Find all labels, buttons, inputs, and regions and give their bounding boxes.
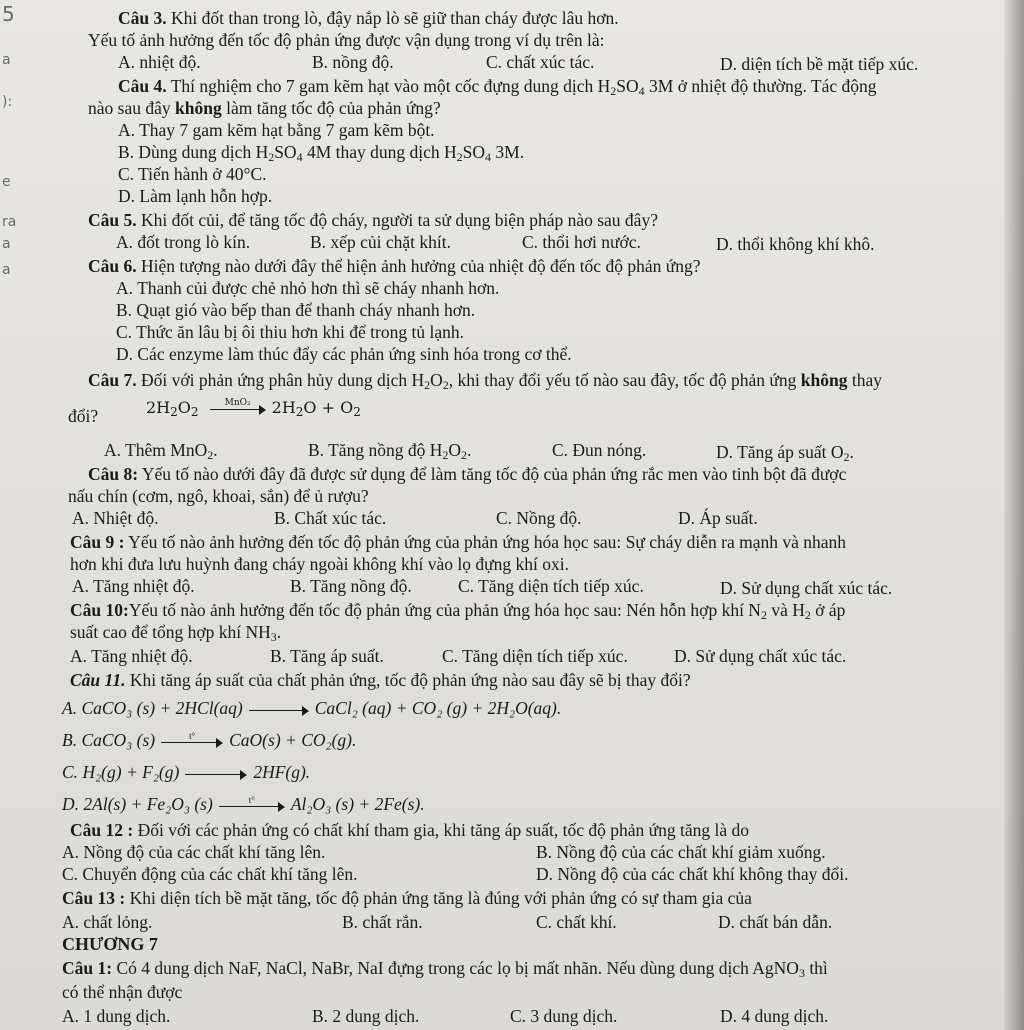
q7-option-c[interactable]: C. Đun nóng. — [552, 440, 647, 460]
q8-option-b[interactable]: B. Chất xúc tác. — [274, 508, 387, 528]
margin-mark: 5 — [2, 2, 15, 26]
q7-equation: $2H_2O_2$ MnO₂ $2H_2O + O_2$ — [146, 398, 361, 418]
q7-label: Câu 7. — [88, 370, 137, 390]
q12-option-b[interactable]: B. Nồng độ của các chất khí giảm xuống. — [536, 842, 826, 862]
c1-text: Có 4 dung dịch NaF, NaCl, NaBr, NaI đựng trong các lọ bị mất nhãn. Nếu dùng dung dịch AgNO — [116, 958, 799, 978]
q12-label: Câu 12 : — [70, 820, 134, 840]
q5-text: Khi đốt củi, để tăng tốc độ cháy, người ta sử dụng biện pháp nào sau đây? — [141, 210, 658, 230]
sub: 2 — [442, 448, 449, 462]
margin-handwriting — [0, 0, 40, 1030]
sub: 2 — [610, 84, 617, 98]
q10-text-end: ở áp — [810, 600, 846, 620]
eq-product: 2H — [271, 398, 296, 417]
q9-option-c[interactable]: C. Tăng diện tích tiếp xúc. — [458, 576, 644, 596]
q10-option-d[interactable]: D. Sử dụng chất xúc tác. — [674, 646, 847, 666]
q6-stem — [88, 256, 700, 276]
sub: 2 — [424, 378, 431, 392]
q7-option-a[interactable] — [104, 440, 218, 460]
c1-option-d[interactable]: D. 4 dung dịch. — [720, 1006, 829, 1026]
sub: 2 — [804, 608, 811, 622]
q7-text-end: thay — [851, 370, 882, 390]
q4-option-a[interactable]: A. Thay 7 gam kẽm hạt bằng 7 gam kẽm bột. — [118, 120, 435, 140]
q10-option-b[interactable]: B. Tăng áp suất. — [270, 646, 384, 666]
margin-mark: ): — [2, 94, 13, 110]
q4-b-text-mid: 4M thay dung dịch H — [302, 142, 457, 162]
q4-b-formula: SO — [274, 142, 297, 162]
q9-label: Câu 9 : — [70, 532, 125, 552]
q3-text: Khi đốt than trong lò, đậy nắp lò sẽ giữ than cháy được lâu hơn. — [171, 8, 619, 28]
q10-option-a[interactable]: A. Tăng nhiệt độ. — [70, 646, 193, 666]
q12-option-d[interactable]: D. Nồng độ của các chất khí không thay đổi. — [536, 864, 849, 884]
q13-option-a[interactable]: A. chất lỏng. — [62, 912, 153, 932]
option-letter: D. — [62, 794, 80, 814]
sub: 4 — [638, 84, 645, 98]
q12-stem — [70, 820, 749, 840]
q6-option-d[interactable]: D. Các enzyme làm thúc đẩy các phản ứng sinh hóa trong cơ thể. — [116, 344, 572, 364]
q8-option-c[interactable]: C. Nồng độ. — [496, 508, 582, 528]
margin-mark: a — [2, 262, 11, 278]
q8-option-a[interactable]: A. Nhiệt độ. — [72, 508, 159, 528]
q7-option-b[interactable] — [308, 440, 471, 460]
q4-text-2: nào sau đây — [88, 98, 175, 118]
q13-text: Khi diện tích bề mặt tăng, tốc độ phản ứng tăng là đúng với phản ứng có sự tham gia của — [129, 888, 752, 908]
q9-stem-2: hơn khi đưa lưu huỳnh đang cháy ngoài không khí vào lọ đựng khí oxi. — [70, 554, 569, 574]
q7-b-end: . — [466, 440, 472, 460]
q8-text: Yếu tố nào dưới đây đã được sử dụng để làm tăng tốc độ của phản ứng rắc men vào tinh bột đã được — [141, 464, 847, 484]
q4-b-text-end: 3M. — [491, 142, 525, 162]
q3-option-b[interactable]: B. nồng độ. — [312, 52, 394, 72]
eq-reactant: 2H — [146, 398, 171, 417]
c1-option-c[interactable]: C. 3 dung dịch. — [510, 1006, 618, 1026]
q3-option-c[interactable]: C. chất xúc tác. — [486, 52, 595, 72]
q12-option-c[interactable]: C. Chuyển động của các chất khí tăng lên. — [62, 864, 358, 884]
chapter-heading: CHƯƠNG 7 — [62, 934, 158, 954]
q8-stem — [88, 464, 846, 484]
sub: 2 — [353, 405, 361, 419]
margin-mark: e — [2, 174, 11, 190]
q4-option-d[interactable]: D. Làm lạnh hỗn hợp. — [118, 186, 273, 206]
c1-option-a[interactable]: A. 1 dung dịch. — [62, 1006, 171, 1026]
q7-formula: O — [430, 370, 443, 390]
sub: 2 — [460, 448, 467, 462]
q9-option-b[interactable]: B. Tăng nồng độ. — [290, 576, 412, 596]
q4-text-2-end: làm tăng tốc độ của phản ứng? — [221, 98, 441, 118]
sub: 4 — [296, 150, 303, 164]
q10-text-mid: và H — [766, 600, 805, 620]
reaction-arrow-icon — [210, 397, 266, 415]
q6-label: Câu 6. — [88, 256, 137, 276]
sub: 2 — [456, 150, 463, 164]
sub: 2 — [295, 405, 304, 419]
catalyst-label: MnO₂ — [224, 397, 251, 408]
q7-a-text: A. Thêm MnO — [104, 440, 208, 460]
sub: 2 — [170, 405, 178, 419]
eq-left: H₂(g) + F₂(g) — [82, 762, 180, 782]
q7-b-text: B. Tăng nồng độ H — [308, 440, 443, 460]
q7-text: Đối với phản ứng phân hủy dung dịch H — [141, 370, 425, 390]
q4-text: Thí nghiệm cho 7 gam kẽm hạt vào một cốc đựng dung dịch H — [170, 76, 611, 96]
q11-option-d[interactable] — [62, 794, 425, 814]
sub: 2 — [442, 378, 449, 392]
q7-option-d[interactable] — [716, 442, 854, 462]
q7-stem — [88, 370, 882, 390]
margin-mark: a — [2, 52, 11, 68]
q9-text: Yếu tố nào ảnh hưởng đến tốc độ phản ứng của phản ứng hóa học sau: Sự cháy diễn ra mạnh và nhanh — [128, 532, 847, 552]
q8-stem-2: nấu chín (cơm, ngô, khoai, sắn) để ủ rượu? — [68, 486, 369, 506]
q4-negation: không — [175, 98, 222, 118]
sub: 2 — [268, 150, 275, 164]
eq-right: CaCl₂ (aq) + CO₂ (g) + 2H₂O(aq). — [314, 698, 562, 718]
sub: 2 — [190, 405, 199, 419]
q5-option-b[interactable]: B. xếp củi chặt khít. — [310, 232, 451, 252]
c1-option-b[interactable]: B. 2 dung dịch. — [312, 1006, 420, 1026]
q7-negation: không — [800, 370, 848, 390]
reaction-arrow-icon — [249, 704, 309, 716]
q4-label: Câu 4. — [118, 76, 167, 96]
q6-option-c[interactable]: C. Thức ăn lâu bị ôi thiu hơn khi để trong tủ lạnh. — [116, 322, 464, 342]
q9-stem — [70, 532, 846, 552]
q5-label: Câu 5. — [88, 210, 137, 230]
q7-text-mid: , khi thay đổi yếu tố nào sau đây, tốc độ phản ứng — [448, 370, 801, 390]
q4-stem — [118, 76, 877, 96]
q4-formula: SO — [616, 76, 639, 96]
q11-option-b[interactable] — [62, 730, 356, 750]
q5-option-d[interactable]: D. thổi không khí khô. — [716, 234, 875, 254]
option-letter: B. — [62, 730, 78, 750]
q13-option-d[interactable]: D. chất bán dẫn. — [718, 912, 833, 932]
q13-option-b[interactable]: B. chất rắn. — [342, 912, 423, 932]
q11-option-c[interactable] — [62, 762, 310, 782]
q13-label: Câu 13 : — [62, 888, 126, 908]
eq-right: Al₂O₃ (s) + 2Fe(s). — [290, 794, 425, 814]
q11-stem — [70, 670, 691, 690]
q8-label: Câu 8: — [88, 464, 139, 484]
c1-text-end: thì — [804, 958, 828, 978]
option-letter: A. — [62, 698, 78, 718]
sub: 4 — [485, 150, 492, 164]
eq-left: CaCO₃ (s) — [81, 730, 156, 750]
q10-label: Câu 10: — [70, 600, 129, 620]
q4-b-formula-2: SO — [462, 142, 486, 162]
q10-text-2-end: . — [276, 622, 282, 642]
margin-mark: a — [2, 236, 11, 252]
q5-option-a[interactable]: A. đốt trong lò kín. — [116, 232, 251, 252]
condition-label: t° — [248, 794, 255, 805]
q10-text-2: suất cao để tổng hợp khí NH — [70, 622, 271, 642]
eq-left: 2Al(s) + Fe₂O₃ (s) — [83, 794, 213, 814]
q4-option-b[interactable] — [118, 142, 524, 162]
c1-stem-2: có thể nhận được — [62, 982, 183, 1002]
sub: 3 — [270, 630, 277, 644]
q6-option-a[interactable]: A. Thanh củi được chẻ nhỏ hơn thì sẽ cháy nhanh hơn. — [116, 278, 500, 298]
sub: 2 — [760, 608, 767, 622]
c1-stem — [62, 958, 828, 978]
sub: 2 — [843, 450, 850, 464]
q11-option-a[interactable] — [62, 698, 561, 718]
q4-stem-2 — [88, 98, 441, 118]
q3-option-a[interactable]: A. nhiệt độ. — [118, 52, 201, 72]
q9-option-d[interactable]: D. Sử dụng chất xúc tác. — [720, 578, 893, 598]
q9-option-a[interactable]: A. Tăng nhiệt độ. — [72, 576, 195, 596]
reaction-arrow-icon — [161, 730, 223, 748]
eq-right: CaO(s) + CO₂(g). — [229, 730, 357, 750]
q8-option-d[interactable]: D. Áp suất. — [678, 508, 758, 528]
q10-stem — [70, 600, 845, 620]
q11-text: Khi tăng áp suất của chất phản ứng, tốc độ phản ứng nào sau đây sẽ bị thay đổi? — [129, 670, 691, 690]
q6-option-b[interactable]: B. Quạt gió vào bếp than để thanh cháy nhanh hơn. — [116, 300, 476, 320]
c1-label: Câu 1: — [62, 958, 113, 978]
q13-stem — [62, 888, 752, 908]
q12-text: Đối với các phản ứng có chất khí tham gia, khi tăng áp suất, tốc độ phản ứng tăng là do — [137, 820, 749, 840]
q11-label: Câu 11. — [70, 670, 126, 690]
q7-d-text: D. Tăng áp suất O — [716, 442, 844, 462]
q4-text-end: 3M ở nhiệt độ thường. Tác động — [644, 76, 877, 96]
q13-option-c[interactable]: C. chất khí. — [536, 912, 617, 932]
eq-right: 2HF(g). — [253, 762, 311, 782]
q10-text: Yếu tố nào ảnh hưởng đến tốc độ phản ứng của phản ứng hóa học sau: Nén hỗn hợp khí N — [128, 600, 761, 620]
q10-stem-2 — [70, 622, 281, 642]
q7-doi: đổi? — [68, 406, 99, 426]
q3-stem — [118, 8, 619, 28]
reaction-arrow-icon — [219, 794, 285, 812]
q12-option-a[interactable]: A. Nồng độ của các chất khí tăng lên. — [62, 842, 326, 862]
q4-b-text: B. Dùng dung dịch H — [118, 142, 269, 162]
eq-product-end: O + O — [303, 398, 354, 417]
margin-mark: ra — [2, 214, 17, 230]
q4-option-c[interactable]: C. Tiến hành ở 40°C. — [118, 164, 267, 184]
q5-option-c[interactable]: C. thổi hơi nước. — [522, 232, 641, 252]
q5-stem — [88, 210, 658, 230]
reaction-arrow-icon — [185, 768, 247, 780]
q10-option-c[interactable]: C. Tăng diện tích tiếp xúc. — [442, 646, 628, 666]
q7-d-end: . — [849, 442, 854, 462]
q3-stem-2: Yếu tố ảnh hưởng đến tốc độ phản ứng được vận dụng trong ví dụ trên là: — [88, 30, 605, 50]
page-edge-shadow — [1004, 0, 1024, 1030]
q7-b-formula: O — [448, 440, 461, 460]
condition-label: t° — [189, 730, 196, 741]
q7-a-end: . — [213, 440, 218, 460]
sub: 3 — [798, 966, 805, 980]
q3-option-d[interactable]: D. diện tích bề mặt tiếp xúc. — [720, 54, 919, 74]
sub: 2 — [207, 448, 214, 462]
option-letter: C. — [62, 762, 79, 782]
eq-left: CaCO₃ (s) + 2HCl(aq) — [81, 698, 243, 718]
q6-text: Hiện tượng nào dưới đây thể hiện ảnh hưởng của nhiệt độ đến tốc độ phản ứng? — [141, 256, 701, 276]
q3-label: Câu 3. — [118, 8, 167, 28]
